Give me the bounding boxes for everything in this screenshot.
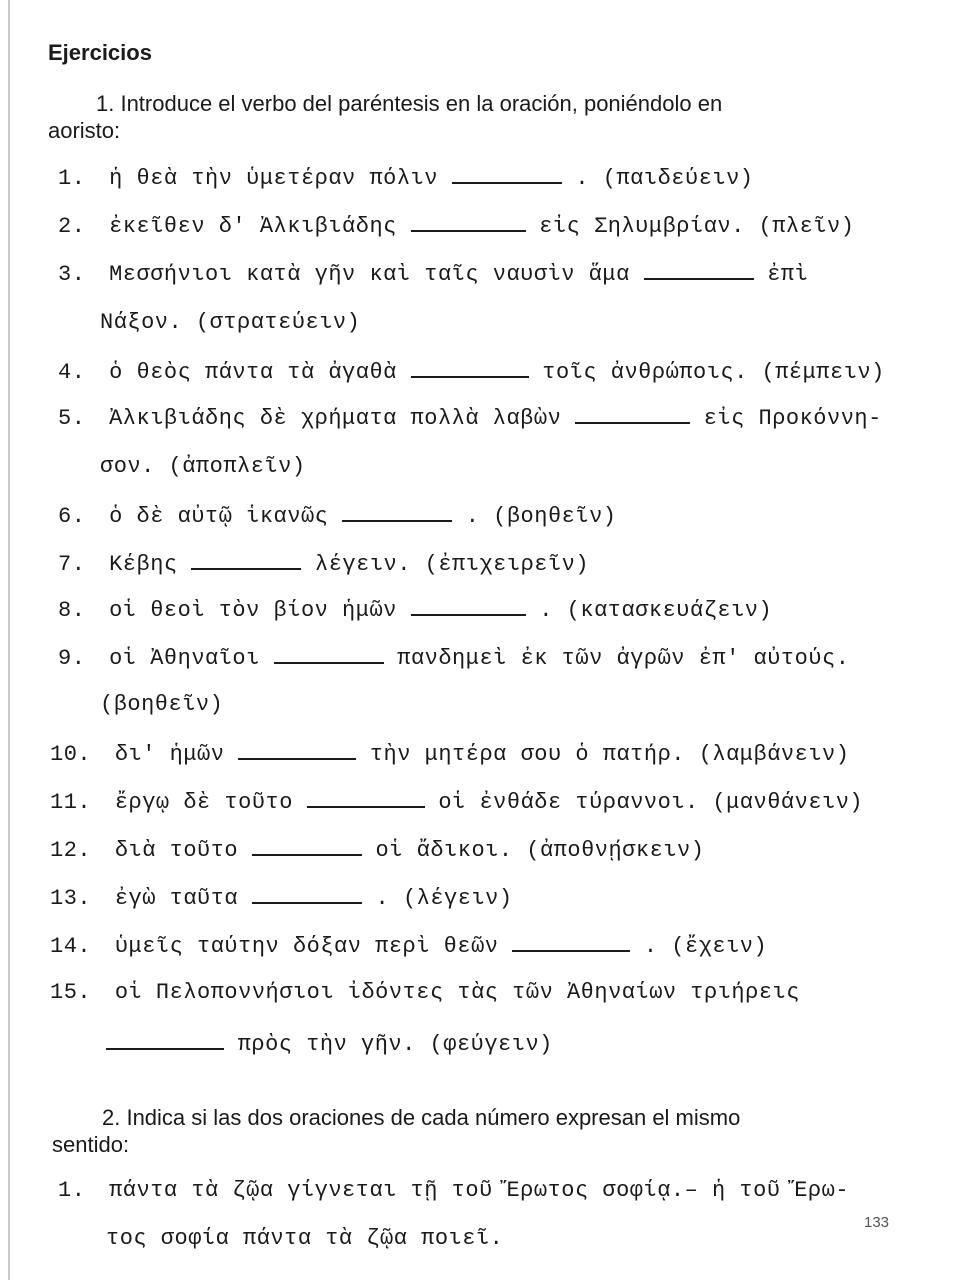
- ex1-item-8: [58, 596, 772, 623]
- item-text-after: . (παιδεύειν): [575, 166, 754, 191]
- ex1-item-15: [50, 980, 800, 1005]
- ex1-item-14: [50, 932, 767, 959]
- item-text-before: οἱ Ἀθηναῖοι: [109, 646, 260, 671]
- ex1-item-3-continuation: Νάξον. (στρατεύειν): [100, 310, 361, 335]
- item-number: 4.: [58, 360, 86, 385]
- answer-blank[interactable]: [342, 502, 452, 522]
- item-text-before: ἔργῳ δὲ τοῦτο: [114, 790, 293, 815]
- item-text-after: . (λέγειν): [375, 886, 513, 911]
- item-number: 13.: [50, 886, 92, 911]
- answer-blank[interactable]: [191, 550, 301, 570]
- item-text-after: πρὸς τὴν γῆν. (φεύγειν): [237, 1032, 553, 1057]
- ex1-item-9: [58, 644, 849, 671]
- page-number: 133: [864, 1214, 890, 1231]
- item-number: 12.: [50, 838, 92, 863]
- ex2-item-1: [58, 1178, 849, 1203]
- item-text-before: Μεσσήνιοι κατὰ γῆν καὶ ταῖς ναυσὶν ἅμα: [109, 262, 630, 287]
- ex2-item-1-continuation: τος σοφία πάντα τὰ ζῷα ποιεῖ.: [106, 1226, 504, 1251]
- item-number: 9.: [58, 646, 86, 671]
- item-text-after: . (ἔχειν): [643, 934, 768, 959]
- item-text-before: ἡ θεὰ τὴν ὑμετέραν πόλιν: [109, 166, 438, 191]
- answer-blank[interactable]: [452, 164, 562, 184]
- item-text-after: λέγειν. (ἐπιχειρεῖν): [315, 552, 590, 577]
- ex1-item-10: [50, 740, 849, 767]
- item-number: 10.: [50, 742, 92, 767]
- answer-blank[interactable]: [411, 358, 529, 378]
- item-number: 6.: [58, 504, 86, 529]
- item-text-after: εἰς Σηλυμβρίαν. (πλεῖν): [539, 214, 855, 239]
- item-text-after: οἱ ἐνθάδε τύραννοι. (μανθάνειν): [438, 790, 864, 815]
- ex1-item-2: [58, 212, 854, 239]
- answer-blank[interactable]: [512, 932, 630, 952]
- item-text-before: ὑμεῖς ταύτην δόξαν περὶ θεῶν: [114, 934, 499, 959]
- ex1-item-6: [58, 502, 616, 529]
- ex1-item-5: [58, 404, 882, 431]
- item-text-after: εἰς Προκόννη-: [703, 406, 882, 431]
- item-number: 1.: [58, 166, 86, 191]
- answer-blank[interactable]: [252, 836, 362, 856]
- item-text-before: οἱ θεοὶ τὸν βίον ἡμῶν: [109, 598, 397, 623]
- ex1-item-13: [50, 884, 513, 911]
- item-number: 7.: [58, 552, 86, 577]
- item-text-after: . (βοηθεῖν): [465, 504, 617, 529]
- item-text-after: ἐπὶ: [767, 262, 809, 287]
- ex1-item-15-continuation: [106, 1030, 553, 1057]
- answer-blank[interactable]: [274, 644, 384, 664]
- item-text-before: ὁ θεὸς πάντα τὰ ἀγαθὰ: [109, 360, 397, 385]
- ex1-item-1: [58, 164, 754, 191]
- exercise1-instruction-line1: 1. Introduce el verbo del paréntesis en la oración, poniéndolo en: [96, 91, 723, 116]
- ex1-item-3: [58, 260, 808, 287]
- item-text-before: ἐκεῖθεν δ' Ἀλκιβιάδης: [109, 214, 397, 239]
- item-text-before: δι' ἡμῶν: [114, 742, 225, 767]
- answer-blank[interactable]: [307, 788, 425, 808]
- exercise1-instruction-line2: aoristo:: [48, 118, 121, 143]
- item-text-before: οἱ Πελοποννήσιοι ἰδόντες τὰς τῶν Ἀθηναίων τριήρεις: [114, 980, 800, 1005]
- ex1-item-7: [58, 550, 589, 577]
- ex1-item-4: [58, 358, 885, 385]
- item-text-before: διὰ τοῦτο: [114, 838, 239, 863]
- exercise2-instruction: [52, 1104, 740, 1158]
- item-text-before: Κέβης: [109, 552, 178, 577]
- item-number: 15.: [50, 980, 92, 1005]
- answer-blank[interactable]: [411, 596, 526, 616]
- answer-blank[interactable]: [252, 884, 362, 904]
- answer-blank[interactable]: [411, 212, 526, 232]
- section-heading: Ejercicios: [48, 40, 152, 65]
- page-edge-line: [8, 0, 10, 1280]
- answer-blank[interactable]: [106, 1030, 224, 1050]
- item-number: 1.: [58, 1178, 86, 1203]
- answer-blank[interactable]: [238, 740, 356, 760]
- item-text-before: ἐγὼ ταῦτα: [114, 886, 239, 911]
- item-number: 11.: [50, 790, 92, 815]
- ex1-item-12: [50, 836, 704, 863]
- item-text-after: οἱ ἄδικοι. (ἀποθνῄσκειν): [375, 838, 705, 863]
- answer-blank[interactable]: [644, 260, 754, 280]
- exercise1-instruction: [48, 90, 722, 144]
- exercise2-instruction-line1: 2. Indica si las dos oraciones de cada número expresan el mismo: [102, 1105, 741, 1130]
- item-line1: πάντα τὰ ζῷα γίγνεται τῇ τοῦ Ἔρωτος σοφίᾳ.– ἡ τοῦ Ἔρω-: [109, 1178, 850, 1203]
- answer-blank[interactable]: [575, 404, 690, 424]
- item-text-before: Ἀλκιβιάδης δὲ χρήματα πολλὰ λαβὼν: [109, 406, 562, 431]
- item-text-before: ὁ δὲ αὐτῷ ἱκανῶς: [109, 504, 329, 529]
- ex1-item-11: [50, 788, 863, 815]
- ex1-item-5-continuation: σον. (ἀποπλεῖν): [100, 454, 306, 479]
- item-number: 2.: [58, 214, 86, 239]
- item-text-after: τοῖς ἀνθρώποις. (πέμπειν): [542, 360, 885, 385]
- item-number: 5.: [58, 406, 86, 431]
- item-number: 8.: [58, 598, 86, 623]
- item-text-after: τὴν μητέρα σου ὁ πατήρ. (λαμβάνειν): [369, 742, 850, 767]
- ex1-item-9-continuation: (βοηθεῖν): [100, 692, 224, 717]
- item-text-after: . (κατασκευάζειν): [539, 598, 773, 623]
- exercise2-instruction-line2: sentido:: [52, 1132, 130, 1157]
- item-number: 3.: [58, 262, 86, 287]
- item-number: 14.: [50, 934, 92, 959]
- item-text-after: πανδημεὶ ἐκ τῶν ἀγρῶν ἐπ' αὐτούς.: [397, 646, 850, 671]
